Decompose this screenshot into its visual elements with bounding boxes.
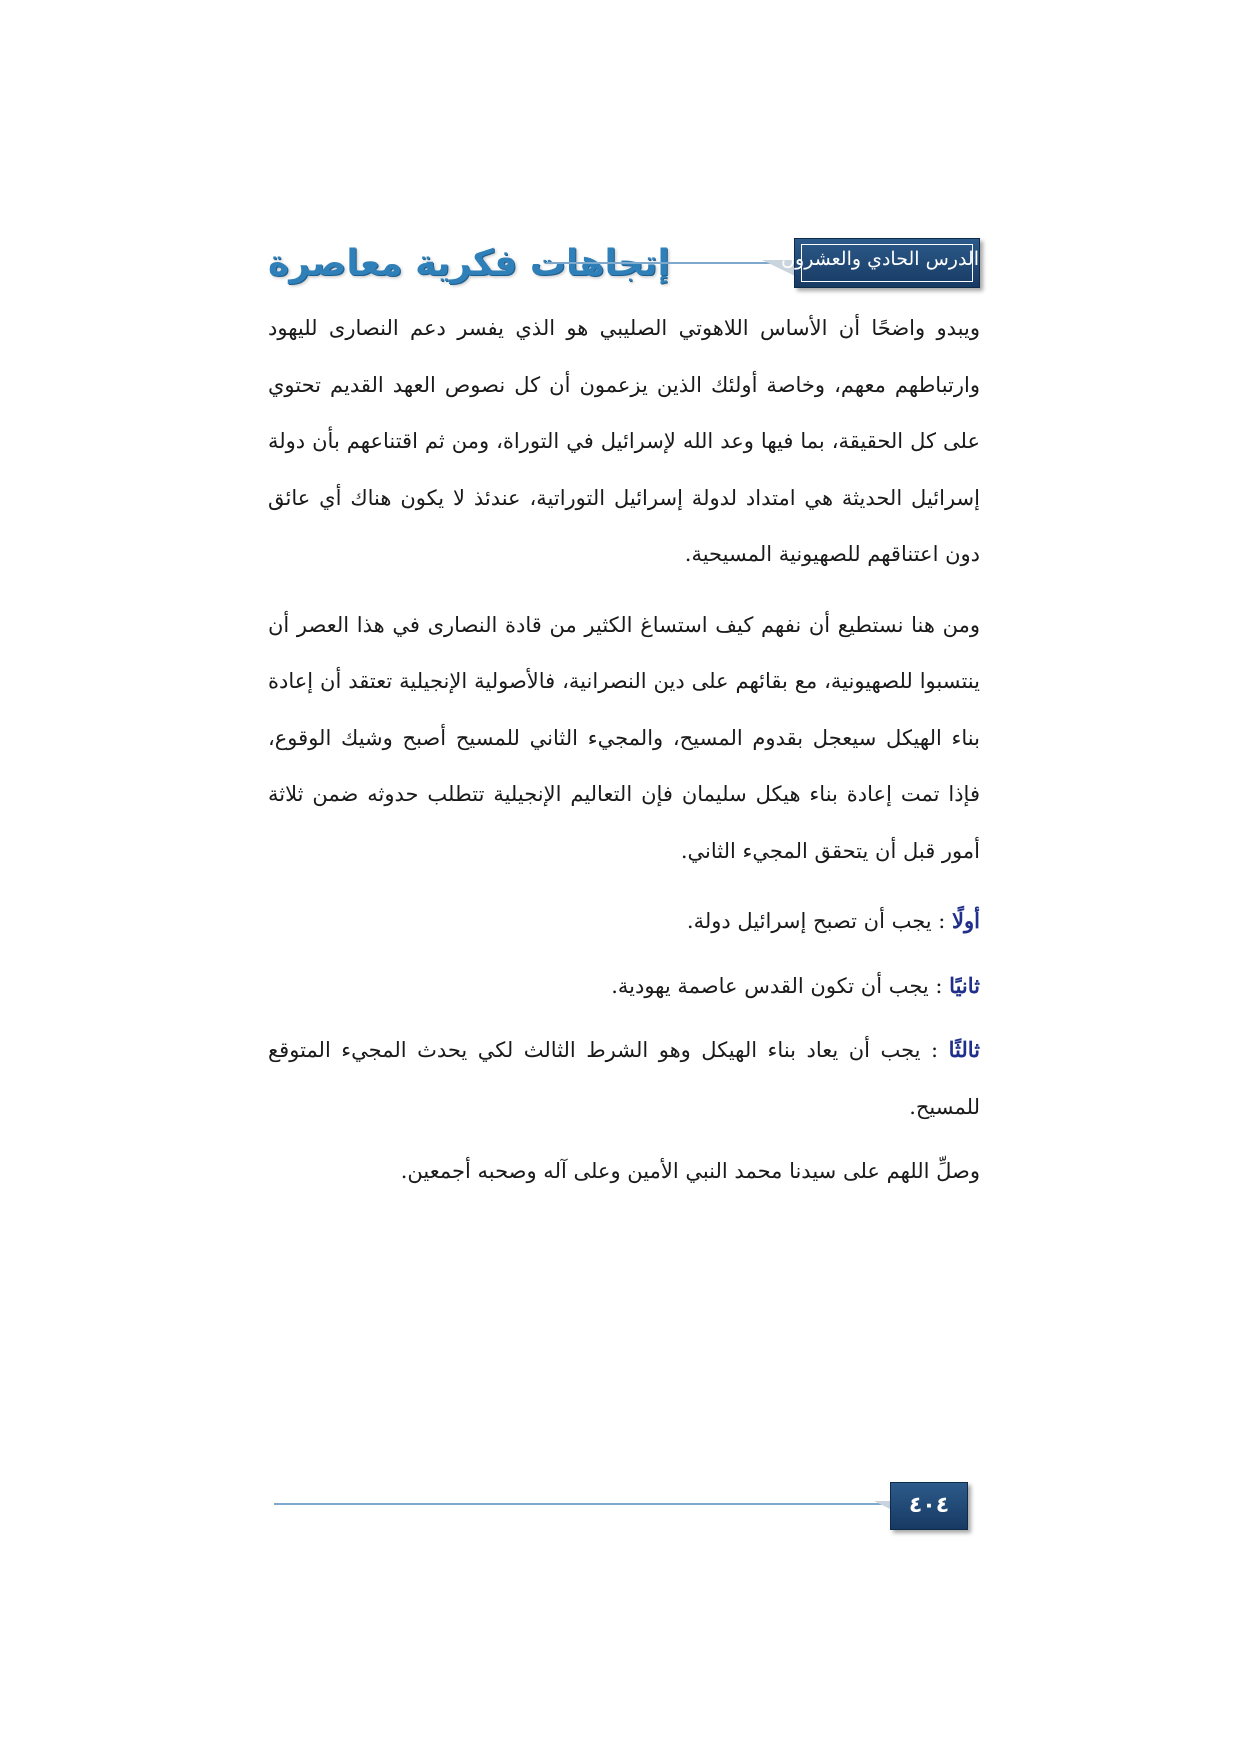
point-3 bbox=[268, 1022, 980, 1135]
page-number: ٤٠٤ bbox=[890, 1482, 968, 1530]
body-paragraph-1: ويبدو واضحًا أن الأساس اللاهوتي الصليبي هو الذي يفسر دعم النصارى لليهود وارتباطهم معهم، وخاصة أولئك الذين يزعمون أن كل نصوص العهد القديم تحتوي على كل الحقيقة، بما فيها وعد الله لإسرائيل في التوراة، ومن ثم اقتناعهم بأن دولة إسرائيل الحديثة هي امتداد لدولة إسرائيل التوراتية، عندئذ لا يكون هناك أي عائق دون اعتناقهم للصهيونية المسيحية. bbox=[268, 316, 980, 566]
closing-prayer: وصلِّ اللهم على سيدنا محمد النبي الأمين وعلى آله وصحبه أجمعين. bbox=[400, 1159, 980, 1183]
point-text: : يجب أن يعاد بناء الهيكل وهو الشرط الثالث لكي يحدث المجيء المتوقع للمسيح. bbox=[268, 1038, 980, 1119]
body-paragraph-2: ومن هنا نستطيع أن نفهم كيف استساغ الكثير من قادة النصارى في هذا العصر أن ينتسبوا للصهيونية، مع بقائهم على دين النصرانية، فالأصولية الإنجيلية تعتقد أن إعادة بناء الهيكل سيعجل بقدوم المسيح، والمجيء الثاني للمسيح أصبح وشيك الوقوع، فإذا تمت إعادة بناء هيكل سليمان فإن التعاليم الإنجيلية تتطلب حدوثه ضمن ثلاثة أمور قبل أن يتحقق المجيء الثاني. bbox=[268, 612, 980, 863]
point-1 bbox=[268, 893, 980, 950]
point-text: : يجب أن تكون القدس عاصمة يهودية. bbox=[611, 973, 950, 998]
book-title: إتجاهات فكرية معاصرة bbox=[268, 243, 670, 284]
page-header bbox=[268, 238, 980, 290]
lesson-badge bbox=[781, 238, 980, 288]
page-footer bbox=[274, 1482, 968, 1532]
point-text: : يجب أن تصبح إسرائيل دولة. bbox=[686, 909, 953, 933]
footer-rule bbox=[274, 1503, 914, 1505]
page-content bbox=[268, 300, 980, 1200]
lesson-label: الدرس الحادي والعشرون bbox=[781, 248, 979, 270]
header-rule bbox=[546, 262, 794, 264]
point-label: أولًا bbox=[952, 908, 980, 933]
point-label: ثالثًا bbox=[948, 1037, 980, 1062]
point-label: ثانيًا bbox=[949, 972, 980, 998]
point-2 bbox=[268, 958, 980, 1015]
